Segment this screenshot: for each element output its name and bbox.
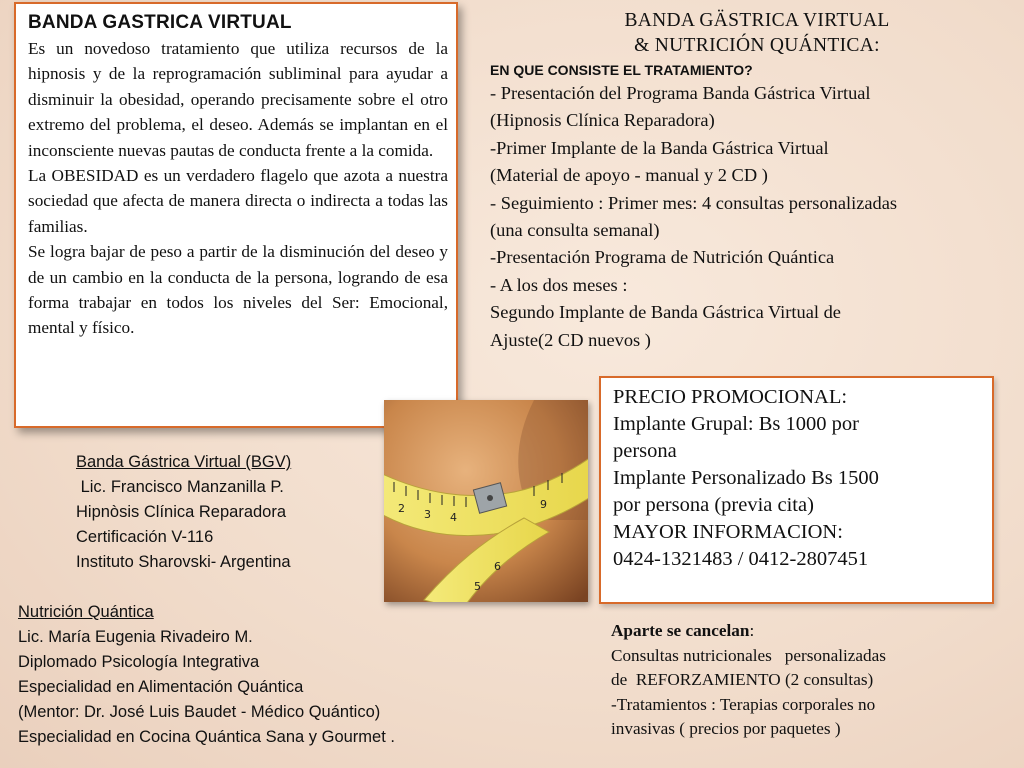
nutrition-line: Diplomado Psicología Integrativa — [18, 653, 260, 671]
intro-paragraph-2: La OBESIDAD es un verdadero flagelo que azota a nuestra sociedad que afecta de manera directa o indirecta a todas las familias. — [28, 166, 448, 236]
program-line: -Presentación Programa de Nutrición Quántica — [490, 247, 835, 268]
svg-text:6: 6 — [494, 560, 501, 573]
nutrition-line: Especialidad en Cocina Quántica Sana y Gourmet . — [18, 728, 395, 746]
bgv-heading: Banda Gástrica Virtual (BGV) — [76, 453, 292, 471]
extra-costs-line: Consultas nutricionales personalizadas — [611, 645, 886, 665]
program-line: - Seguimiento : Primer mes: 4 consultas personalizadas — [490, 192, 898, 213]
extra-costs-heading-row — [611, 619, 1011, 644]
bgv-line: Instituto Sharovski- Argentina — [76, 553, 291, 571]
program-title-line-1: BANDA GÄSTRICA VIRTUAL — [624, 10, 890, 31]
bgv-line: Lic. Francisco Manzanilla P. — [76, 478, 284, 496]
program-line: Ajuste(2 CD nuevos ) — [490, 329, 651, 350]
svg-text:5: 5 — [474, 580, 481, 593]
extra-costs-line: -Tratamientos : Terapias corporales no — [611, 694, 876, 714]
intro-paragraph-1: Es un novedoso tratamiento que utiliza recursos de la hipnosis y de la reprogramación subliminal para ayudar a disminuir la obesidad, operando precisamente sobre el otro extremo del problema, el deseo. Además se implantan en el inconsciente nuevas pautas de conducta frente a la comida. — [28, 39, 448, 160]
price-line: MAYOR INFORMACION: — [613, 521, 843, 543]
program-line: (Material de apoyo - manual y 2 CD ) — [490, 165, 768, 186]
intro-paragraph-3: Se logra bajar de peso a partir de la disminución del deseo y de un cambio en la conducta de la persona, logrando de esa forma trabajar en todos los niveles del Ser: Emocional, mental y físico. — [28, 242, 448, 338]
program-line: - A los dos meses : — [490, 274, 628, 295]
program-line: - Presentación del Programa Banda Gástrica Virtual — [490, 83, 871, 103]
svg-text:3: 3 — [424, 508, 431, 521]
price-line: Implante Personalizado Bs 1500 — [613, 467, 879, 489]
nutrition-line: Lic. María Eugenia Rivadeiro M. — [18, 628, 253, 646]
program-line: Segundo Implante de Banda Gástrica Virtual de — [490, 302, 841, 323]
nutrition-line: Especialidad en Alimentación Quántica — [18, 678, 304, 696]
nutrition-line: (Mentor: Dr. José Luis Baudet - Médico Quántico) — [18, 703, 381, 721]
bgv-line: Certificación V-116 — [76, 528, 214, 546]
phone-numbers: 0424-1321483 / 0412-2807451 — [613, 548, 869, 570]
extra-costs — [611, 619, 1011, 742]
extra-costs-heading-colon: : — [749, 621, 755, 640]
svg-text:2: 2 — [398, 502, 405, 515]
bgv-line: Hipnòsis Clínica Reparadora — [76, 503, 287, 521]
measuring-tape-photo — [384, 400, 588, 602]
nutrition-heading: Nutrición Quántica — [18, 603, 154, 621]
svg-text:9: 9 — [540, 498, 547, 511]
price-line: por persona (previa cita) — [613, 494, 814, 516]
nutrition-credits — [18, 600, 498, 750]
svg-text:4: 4 — [450, 511, 457, 524]
extra-costs-line: invasivas ( precios por paquetes ) — [611, 719, 841, 738]
program-title-line-2: & NUTRICIÓN QUÁNTICA: — [634, 35, 880, 56]
price-line: persona — [613, 440, 677, 462]
intro-title: BANDA GASTRICA VIRTUAL — [28, 12, 292, 33]
extra-costs-line: de REFORZAMIENTO (2 consultas) — [611, 670, 874, 689]
intro-box — [14, 2, 458, 428]
price-box — [599, 376, 994, 604]
program-subheading: EN QUE CONSISTE EL TRATAMIENTO? — [490, 62, 753, 78]
price-line: PRECIO PROMOCIONAL: — [613, 386, 848, 408]
bgv-credits — [76, 450, 376, 575]
program-line: (Hipnosis Clínica Reparadora) — [490, 110, 715, 131]
program-line: -Primer Implante de la Banda Gástrica Virtual — [490, 137, 829, 158]
price-line: Implante Grupal: Bs 1000 por — [613, 413, 859, 435]
program-line: (una consulta semanal) — [490, 220, 660, 241]
program-section — [490, 8, 1020, 354]
extra-costs-heading: Aparte se cancelan — [611, 621, 750, 640]
